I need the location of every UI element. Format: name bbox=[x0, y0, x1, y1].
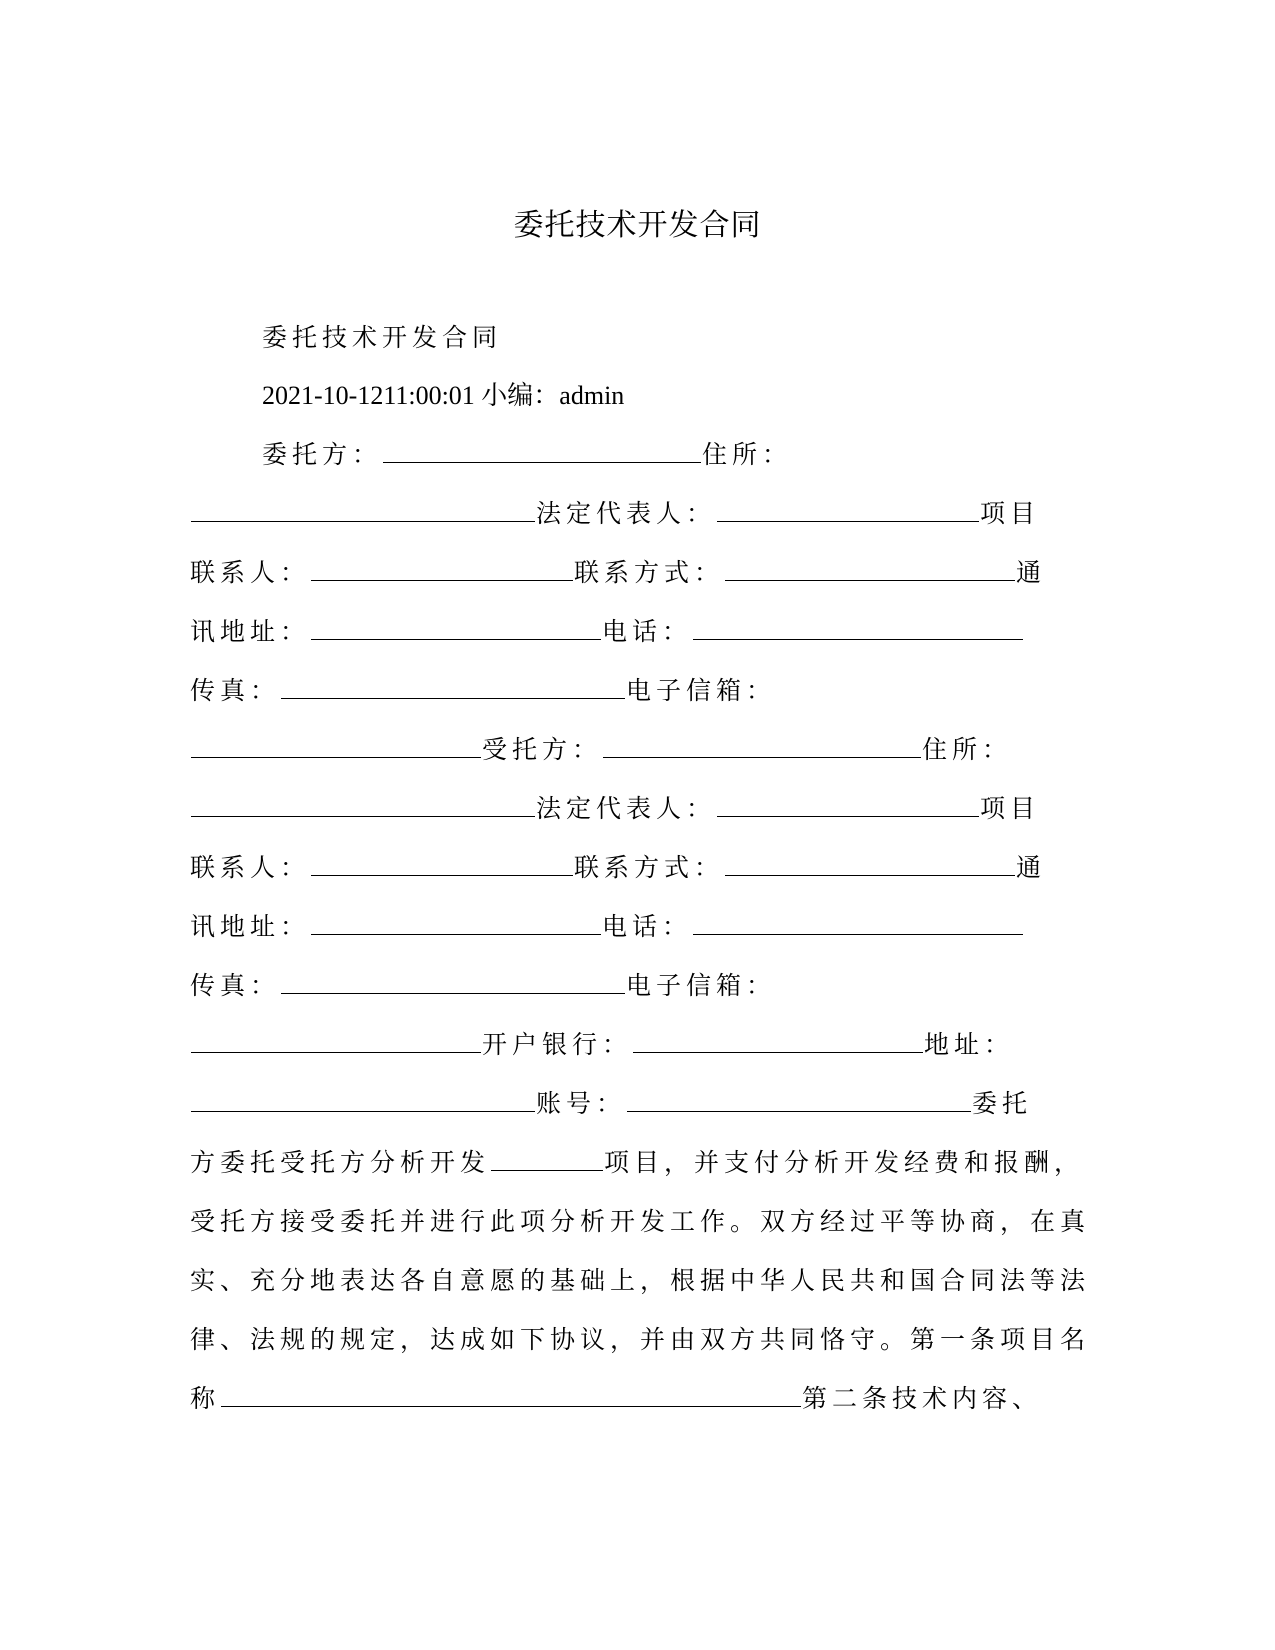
contract-line bbox=[190, 555, 1060, 591]
fill-blank[interactable] bbox=[717, 497, 979, 522]
field-label: 通 bbox=[1016, 558, 1047, 587]
field-label: 住所： bbox=[702, 440, 793, 469]
fill-blank[interactable] bbox=[281, 969, 625, 994]
field-label: 联系方式： bbox=[574, 853, 725, 882]
field-label: 讯地址： bbox=[190, 912, 311, 941]
field-label: 法定代表人： bbox=[536, 794, 717, 823]
field-label: 项目 bbox=[980, 499, 1041, 528]
fill-blank[interactable] bbox=[693, 910, 1023, 935]
fill-blank[interactable] bbox=[725, 556, 1015, 581]
body-text: 第二条技术内容、 bbox=[802, 1384, 1043, 1413]
fill-blank[interactable] bbox=[603, 733, 921, 758]
contract-line bbox=[190, 496, 1060, 532]
contract-line bbox=[190, 614, 1060, 650]
fill-blank[interactable] bbox=[311, 910, 601, 935]
contract-line bbox=[190, 850, 1060, 886]
field-label: 委托方： bbox=[262, 440, 383, 469]
fill-blank[interactable] bbox=[311, 556, 573, 581]
document-title: 委托技术开发合同 bbox=[513, 208, 762, 243]
contract-line bbox=[190, 791, 1060, 827]
field-label: 联系人： bbox=[190, 853, 311, 882]
body-text: 称 bbox=[190, 1384, 221, 1413]
field-label: 电子信箱： bbox=[626, 676, 777, 705]
field-label: 讯地址： bbox=[190, 617, 311, 646]
fill-blank[interactable] bbox=[221, 1382, 801, 1407]
contract-line bbox=[262, 437, 1132, 473]
fill-blank[interactable] bbox=[693, 615, 1023, 640]
fill-blank[interactable] bbox=[717, 792, 979, 817]
field-label: 法定代表人： bbox=[536, 499, 717, 528]
body-text: 项目，并支付分析开发经费和报酬， bbox=[604, 1148, 1085, 1177]
body-text: 实、充分地表达各自意愿的基础上，根据中华人民共和国合同法等法 bbox=[190, 1266, 1091, 1295]
contract-line bbox=[190, 1145, 1085, 1181]
field-label: 电话： bbox=[602, 912, 693, 941]
contract-line bbox=[190, 1027, 1060, 1063]
field-label: 传真： bbox=[190, 971, 281, 1000]
fill-blank[interactable] bbox=[633, 1028, 923, 1053]
contract-line bbox=[190, 909, 1060, 945]
field-label: 电子信箱： bbox=[626, 971, 777, 1000]
contract-line bbox=[190, 1086, 1060, 1122]
contract-line bbox=[190, 968, 1060, 1004]
field-label: 开户银行： bbox=[482, 1030, 633, 1059]
field-label: 联系方式： bbox=[574, 558, 725, 587]
fill-blank[interactable] bbox=[191, 1087, 535, 1112]
fill-blank[interactable] bbox=[627, 1087, 971, 1112]
field-label: 传真： bbox=[190, 676, 281, 705]
body-text: 受托方接受委托并进行此项分析开发工作。双方经过平等协商，在真 bbox=[190, 1207, 1091, 1236]
publish-meta: 2021-10-1211:00:01 小编：admin bbox=[262, 381, 625, 410]
document-subtitle: 委托技术开发合同 bbox=[262, 323, 503, 352]
body-text: 律、法规的规定，达成如下协议，并由双方共同恪守。第一条项目名 bbox=[190, 1325, 1091, 1354]
fill-blank[interactable] bbox=[311, 851, 573, 876]
field-label: 项目 bbox=[980, 794, 1041, 823]
field-label: 住所： bbox=[922, 735, 1013, 764]
fill-blank[interactable] bbox=[191, 792, 535, 817]
field-label: 受托方： bbox=[482, 735, 603, 764]
fill-blank[interactable] bbox=[191, 1028, 481, 1053]
fill-blank[interactable] bbox=[281, 674, 625, 699]
fill-blank[interactable] bbox=[725, 851, 1015, 876]
body-text: 方委托受托方分析开发 bbox=[190, 1148, 491, 1177]
fill-blank[interactable] bbox=[491, 1146, 603, 1171]
contract-line bbox=[190, 1263, 1091, 1299]
field-label: 账号： bbox=[536, 1089, 627, 1118]
fill-blank[interactable] bbox=[191, 497, 535, 522]
contract-line bbox=[190, 673, 1060, 709]
fill-blank[interactable] bbox=[191, 733, 481, 758]
field-label: 联系人： bbox=[190, 558, 311, 587]
field-label: 委托 bbox=[972, 1089, 1033, 1118]
fill-blank[interactable] bbox=[383, 438, 701, 463]
contract-line bbox=[190, 732, 1060, 768]
contract-line bbox=[190, 1204, 1091, 1240]
field-label: 地址： bbox=[924, 1030, 1015, 1059]
contract-line bbox=[190, 1322, 1091, 1358]
fill-blank[interactable] bbox=[311, 615, 601, 640]
field-label: 通 bbox=[1016, 853, 1047, 882]
field-label: 电话： bbox=[602, 617, 693, 646]
contract-line bbox=[190, 1381, 1060, 1417]
